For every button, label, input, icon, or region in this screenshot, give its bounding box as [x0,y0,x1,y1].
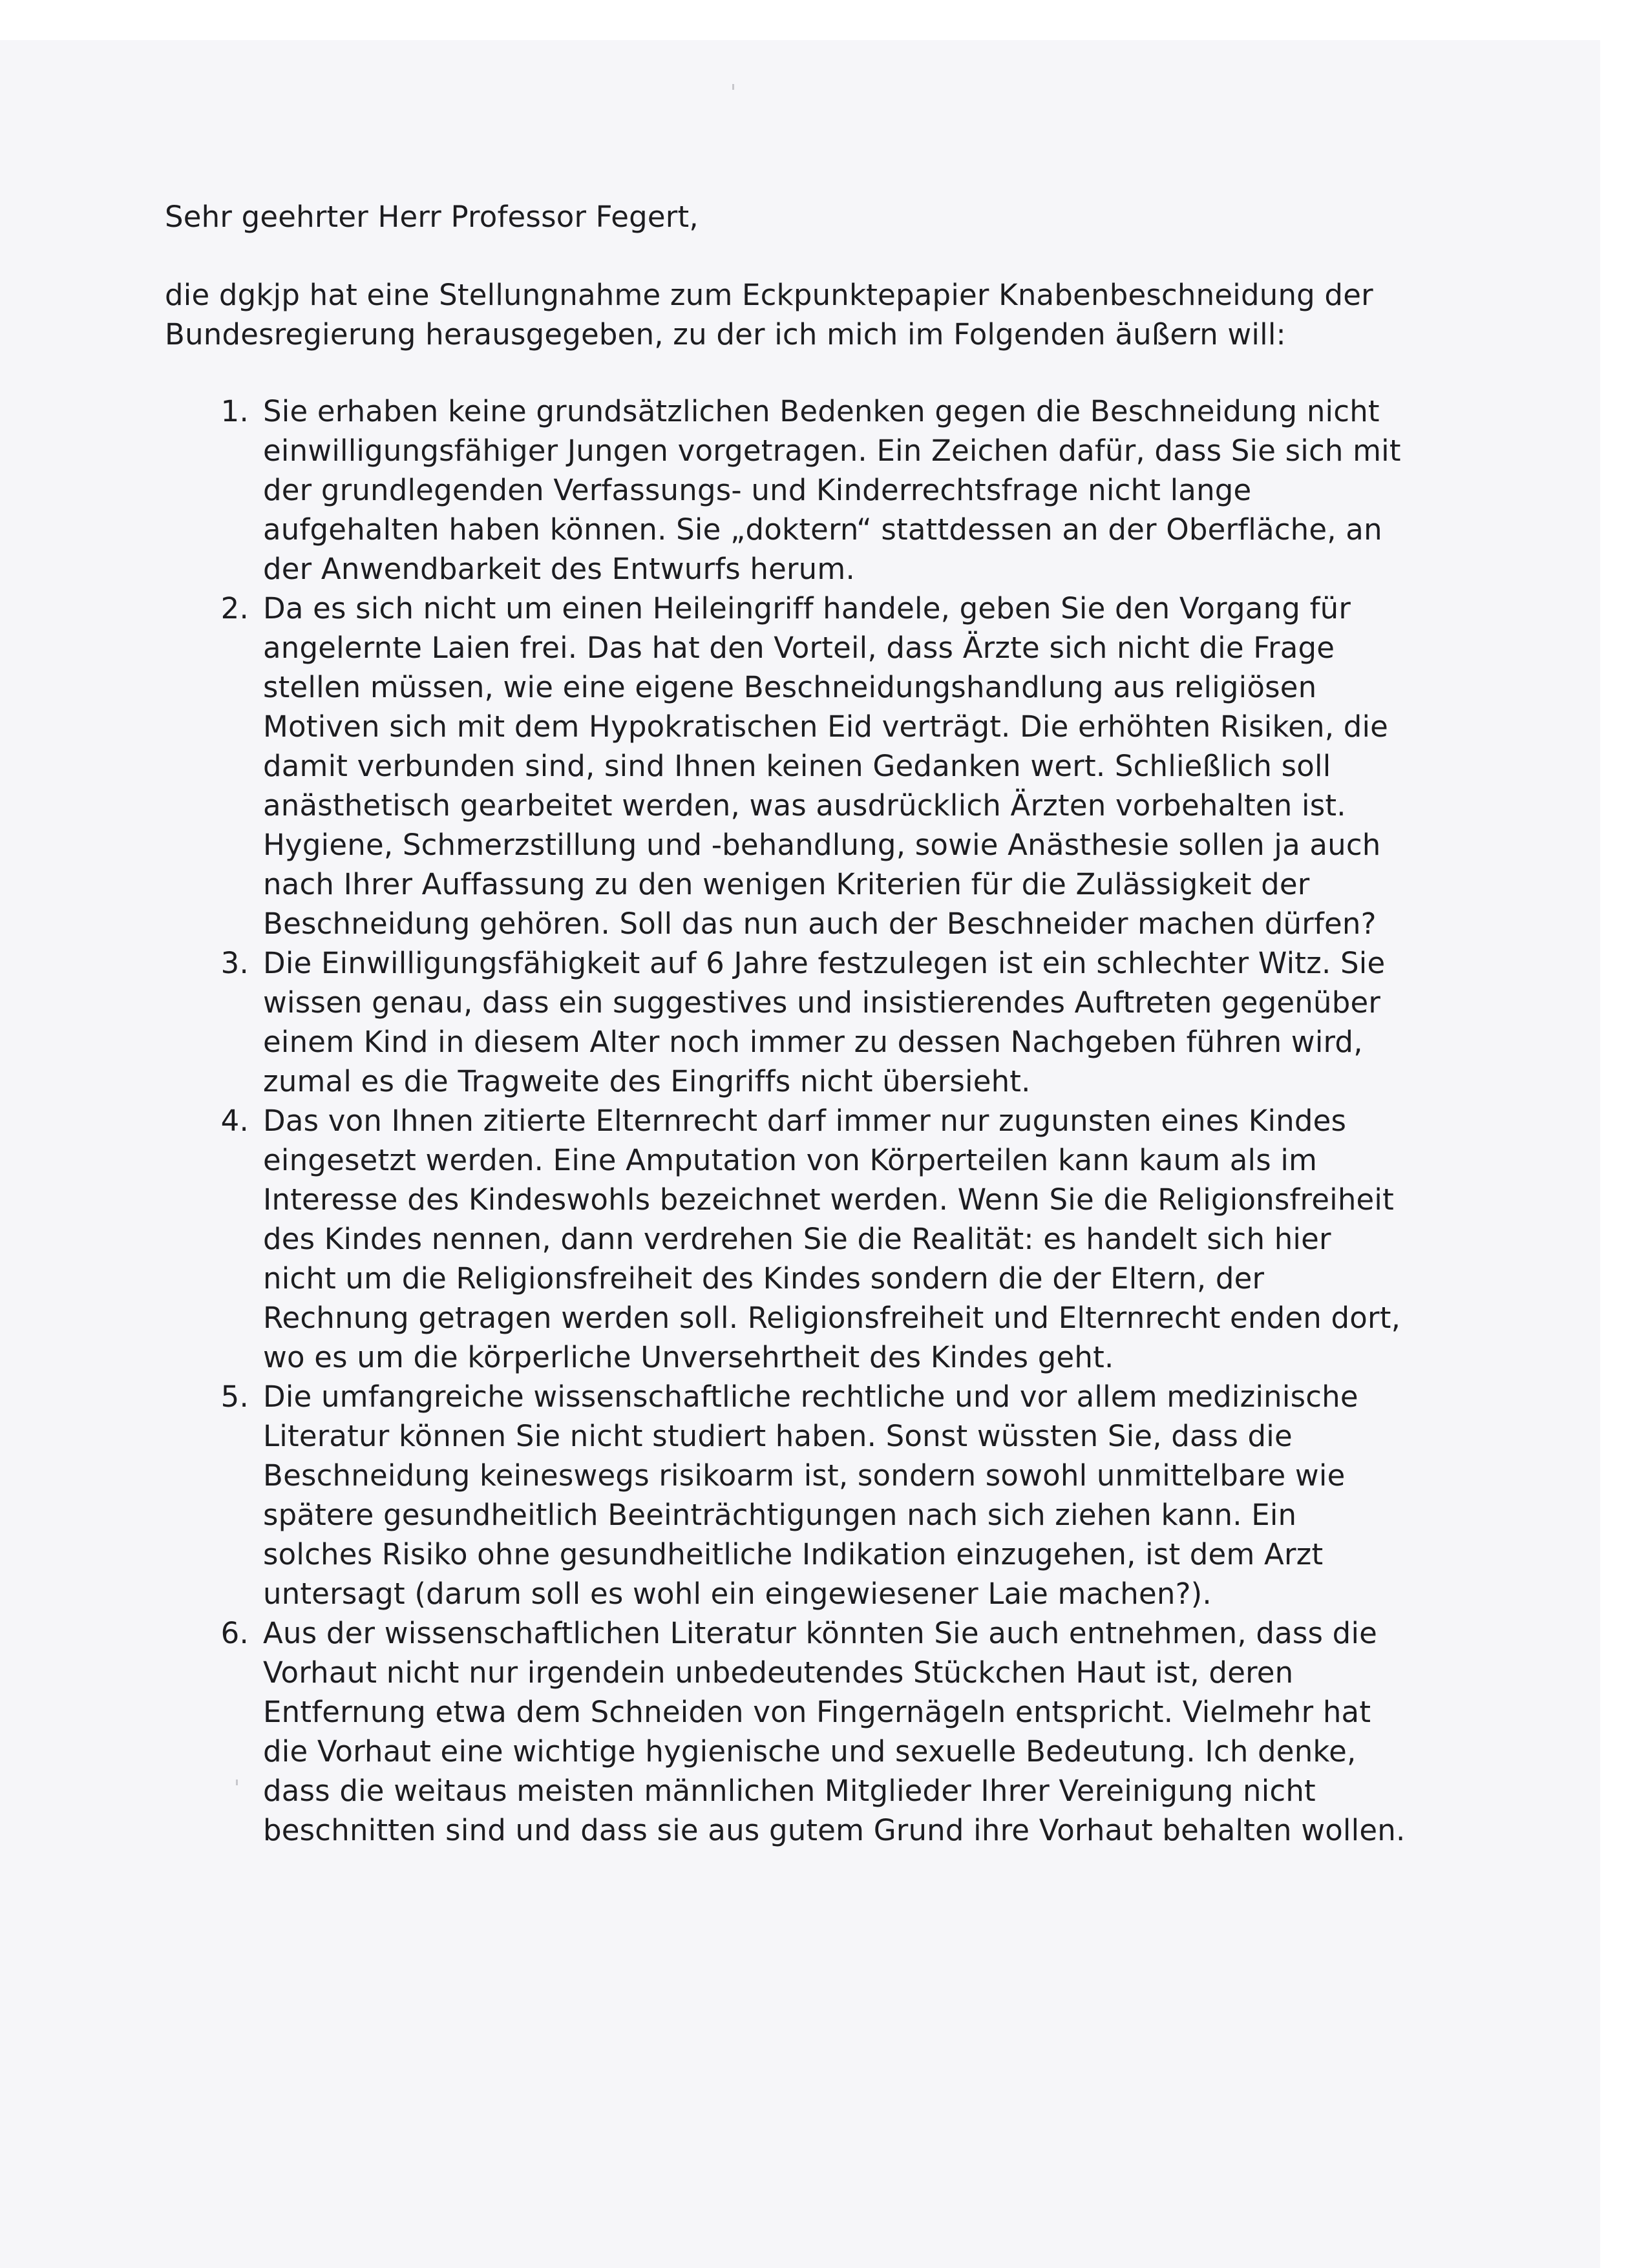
point-number: 2. [220,591,249,625]
list-item [165,1101,1406,1377]
list-item [165,1377,1406,1613]
list-item [165,943,1406,1101]
point-text: Da es sich nicht um einen Heileingriff handele, geben Sie den Vorgang für angelernte Laien frei. Das hat den Vorteil, dass Ärzte sich nicht die Frage stellen müssen, wie eine eigene Beschneidungshandlung aus religiösen Motiven sich mit dem Hypokratischen Eid verträgt. Die erhöhten Risiken, die damit verbunden sind, sind Ihnen keinen Gedanken wert. Schließlich soll anästhetisch gearbeitet werden, was ausdrücklich Ärzten vorbehalten ist. Hygiene, Schmerzstillung und -behandlung, sowie Anästhesie sollen ja auch nach Ihrer Auffassung zu den wenigen Kriterien für die Zulässigkeit der Beschneidung gehören. Soll das nun auch der Beschneider machen dürfen? [263,591,1389,941]
point-number: 1. [220,394,249,428]
point-number: 4. [220,1104,249,1138]
numbered-points-list [165,392,1406,1850]
point-number: 3. [220,946,249,980]
intro-paragraph: die dgkjp hat eine Stellungnahme zum Eckpunktepapier Knabenbeschneidung der Bundesregierung herausgegeben, zu der ich mich im Folgenden äußern will: [165,278,1373,352]
point-number: 6. [220,1616,249,1650]
list-item [165,589,1406,943]
point-number: 5. [220,1380,249,1414]
point-text: Die Einwilligungsfähigkeit auf 6 Jahre festzulegen ist ein schlechter Witz. Sie wissen genau, dass ein suggestives und insistierendes Auftreten gegenüber einem Kind in diesem Alter noch immer zu dessen Nachgeben führen wird, zumal es die Tragweite des Eingriffs nicht übersieht. [263,946,1386,1098]
letter-body [165,197,1406,1850]
point-text: Sie erhaben keine grundsätzlichen Bedenken gegen die Beschneidung nicht einwilligungsfähiger Jungen vorgetragen. Ein Zeichen dafür, dass Sie sich mit der grundlegenden Verfassungs- und Kinderrechtsfrage nicht lange aufgehalten haben können. Sie „doktern“ stattdessen an der Oberfläche, an der Anwendbarkeit des Entwurfs herum. [263,394,1401,586]
point-text: Das von Ihnen zitierte Elternrecht darf immer nur zugunsten eines Kindes eingesetzt werden. Eine Amputation von Körperteilen kann kaum als im Interesse des Kindeswohls bezeichnet werden. Wenn Sie die Religionsfreiheit des Kindes nennen, dann verdrehen Sie die Realität: es handelt sich hier nicht um die Religionsfreiheit des Kindes sondern die der Eltern, der Rechnung getragen werden soll. Religionsfreiheit und Elternrecht enden dort, wo es um die körperliche Unversehrtheit des Kindes geht. [263,1104,1401,1374]
list-item [165,1613,1406,1850]
scan-border-top [0,0,1648,40]
salutation: Sehr geehrter Herr Professor Fegert, [165,200,699,234]
point-text: Aus der wissenschaftlichen Literatur könnten Sie auch entnehmen, dass die Vorhaut nicht nur irgendein unbedeutendes Stückchen Haut ist, deren Entfernung etwa dem Schneiden von Fingernägeln entspricht. Vielmehr hat die Vorhaut eine wichtige hygienische und sexuelle Bedeutung. Ich denke, dass die weitaus meisten männlichen Mitglieder Ihrer Vereinigung nicht beschnitten sind und dass sie aus gutem Grund ihre Vorhaut behalten wollen. [263,1616,1406,1847]
point-text: Die umfangreiche wissenschaftliche rechtliche und vor allem medizinische Literatur können Sie nicht studiert haben. Sonst wüssten Sie, dass die Beschneidung keineswegs risikoarm ist, sondern sowohl unmittelbare wie spätere gesundheitlich Beeinträchtigungen nach sich ziehen kann. Ein solches Risiko ohne gesundheitliche Indikation einzugehen, ist dem Arzt untersagt (darum soll es wohl ein eingewiesener Laie machen?). [263,1380,1358,1611]
list-item [165,392,1406,589]
scan-speck [732,84,734,90]
scan-border-right [1600,40,1648,2268]
